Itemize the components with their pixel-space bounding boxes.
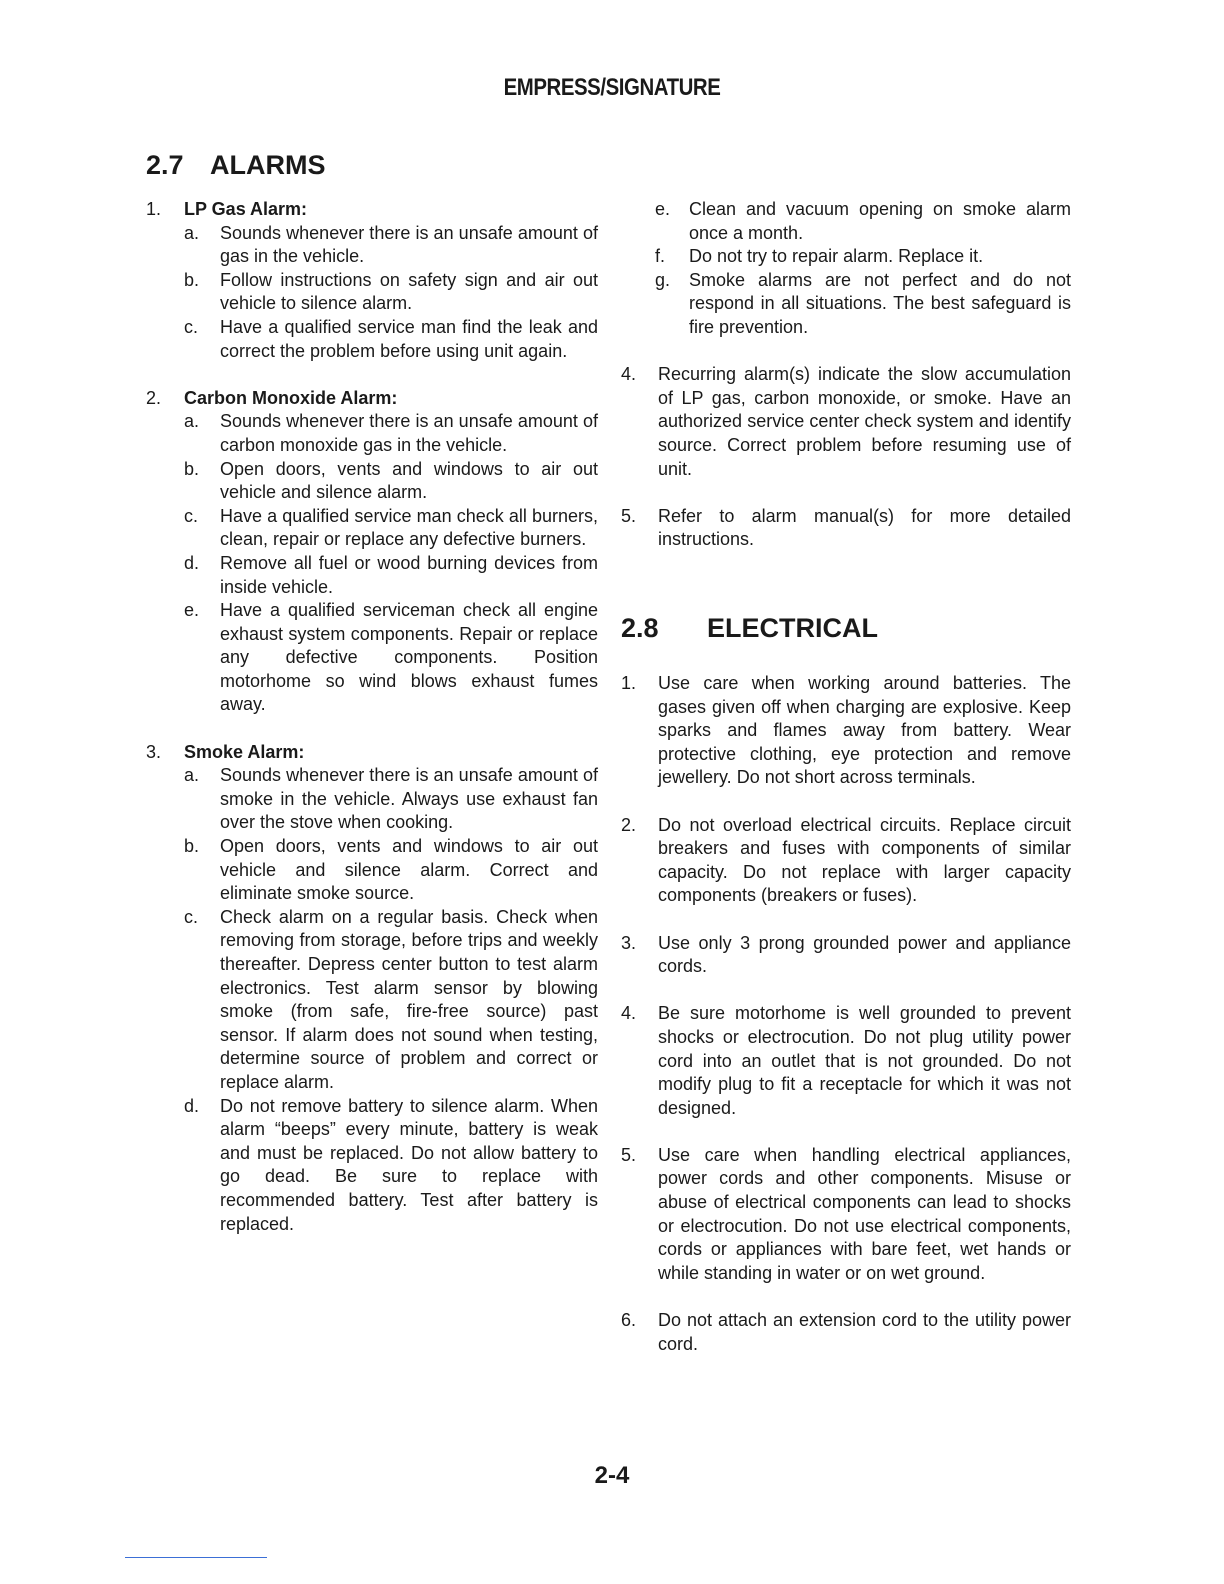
item-text: Do not attach an extension cord to the utility power cord.	[658, 1310, 1071, 1354]
list-item	[146, 387, 598, 717]
sub-marker: e.	[184, 600, 200, 621]
sub-text: Smoke alarms are not perfect and do not respond in all situations. The best safeguard is fire prevention.	[689, 269, 1071, 337]
sub-text: Have a qualified service man check all burners, clean, repair or replace any defective burners.	[220, 505, 598, 550]
sub-item	[184, 505, 598, 552]
item-marker: 3.	[621, 932, 637, 953]
item-text: Use care when handling electrical appliances, power cords and other components. Misuse or abuse of electrical components can lead to shocks or electrocution. Do not use electrical components, cords or appliances with bare feet, wet hands or while standing in water or on wet ground.	[658, 1144, 1071, 1283]
sub-item	[184, 906, 598, 1095]
sub-text: Sounds whenever there is an unsafe amount of gas in the vehicle.	[220, 222, 598, 267]
item-text: Be sure motorhome is well grounded to prevent shocks or electrocution. Do not plug utility power cord into an outlet that is not grounded. Do not modify plug to fit a receptacle for which it was not designed.	[658, 1003, 1071, 1118]
item-marker: 4.	[621, 1003, 637, 1024]
sub-marker: a.	[184, 222, 200, 243]
sub-marker: c.	[184, 505, 199, 526]
item-text: Use only 3 prong grounded power and appliance cords.	[658, 932, 1071, 977]
sub-item	[621, 245, 1071, 269]
item-marker: 5.	[621, 1144, 637, 1165]
page-number: 2-4	[594, 1462, 630, 1489]
item-marker: 6.	[621, 1310, 637, 1331]
item-text: Recurring alarm(s) indicate the slow accumulation of LP gas, carbon monoxide, or smoke. Have an authorized service center check system and identify source. Correct problem before resuming use of unit.	[658, 364, 1071, 479]
list-item	[621, 814, 1071, 908]
sub-marker: a.	[184, 765, 200, 786]
sub-item	[184, 458, 598, 505]
sub-text: Have a qualified serviceman check all engine exhaust system components. Repair or replace any defective components. Position motorhome so wind blows exhaust fumes away.	[220, 600, 598, 715]
sub-marker: b.	[184, 836, 200, 857]
sub-marker: d.	[184, 552, 200, 573]
sub-marker: c.	[184, 906, 199, 927]
item-text: Do not overload electrical circuits. Replace circuit breakers and fuses with components of similar capacity. Do not replace with larger capacity components (breakers or fuses).	[658, 814, 1071, 906]
section-title-electrical	[621, 613, 878, 644]
sub-marker: c.	[184, 316, 199, 337]
sub-item	[184, 269, 598, 316]
sub-item	[184, 410, 598, 457]
list-item	[621, 672, 1071, 790]
item-marker: 2.	[621, 814, 637, 835]
list-item	[621, 505, 1071, 552]
list-item	[621, 1144, 1071, 1286]
list-item	[146, 741, 598, 1236]
sub-item	[184, 316, 598, 363]
sub-marker: b.	[184, 269, 200, 290]
item-title: LP Gas Alarm:	[184, 199, 308, 219]
sub-text: Check alarm on a regular basis. Check when removing from storage, before trips and weekly thereafter. Depress center button to test alarm electronics. Test alarm sensor by blowing smoke (from safe, fire-free source) past sensor. If alarm does not sound when testing, determine source of problem and correct or replace alarm.	[220, 906, 598, 1092]
sub-item	[184, 1095, 598, 1237]
sub-item	[184, 552, 598, 599]
item-text: Use care when working around batteries. The gases given off when charging are explosive. Keep sparks and flames away from battery. Wear protective clothing, eye protection and remove jewellery. Do not short across terminals.	[658, 673, 1071, 788]
item-marker: 3.	[146, 741, 162, 762]
section-title-text: ALARMS	[210, 150, 326, 180]
item-marker: 5.	[621, 505, 637, 526]
list-item	[146, 198, 598, 363]
sub-marker: g.	[655, 269, 671, 290]
sub-text: Have a qualified service man find the leak and correct the problem before using unit again.	[220, 316, 598, 361]
section-title-alarms	[146, 150, 326, 181]
footer-rule	[125, 1557, 267, 1558]
sub-item	[184, 599, 598, 717]
item-title: Smoke Alarm:	[184, 741, 305, 762]
sub-text: Follow instructions on safety sign and air out vehicle to silence alarm.	[220, 269, 598, 314]
list-item	[621, 1002, 1071, 1120]
item-marker: 1.	[621, 673, 637, 693]
section-title-text: ELECTRICAL	[707, 613, 878, 643]
sub-item	[621, 269, 1071, 340]
right-column-alarms	[621, 198, 1071, 552]
sub-item	[184, 835, 598, 906]
sub-marker: e.	[655, 199, 671, 219]
list-item	[621, 1309, 1071, 1356]
sub-marker: d.	[184, 1095, 200, 1116]
sub-text: Remove all fuel or wood burning devices from inside vehicle.	[220, 552, 598, 597]
item-marker: 4.	[621, 364, 637, 385]
list-item	[621, 932, 1071, 979]
sub-item	[621, 198, 1071, 245]
sub-marker: b.	[184, 458, 200, 479]
sub-text: Clean and vacuum opening on smoke alarm once a month.	[689, 199, 1071, 243]
item-marker: 1.	[146, 199, 162, 219]
right-column-electrical	[621, 672, 1071, 1356]
sub-item	[184, 764, 598, 835]
sub-text: Open doors, vents and windows to air out vehicle and silence alarm. Correct and eliminate smoke source.	[220, 836, 598, 904]
left-column	[146, 198, 598, 1236]
sub-marker: a.	[184, 411, 200, 432]
sub-text: Sounds whenever there is an unsafe amount of smoke in the vehicle. Always use exhaust fan over the stove when cooking.	[220, 765, 598, 833]
item-marker: 2.	[146, 387, 162, 408]
list-item	[621, 363, 1071, 481]
item-text: Refer to alarm manual(s) for more detailed instructions.	[658, 505, 1071, 550]
sub-text: Open doors, vents and windows to air out vehicle and silence alarm.	[220, 458, 598, 503]
sub-item	[184, 222, 598, 269]
section-number: 2.8	[621, 613, 659, 643]
sub-marker: f.	[655, 246, 666, 267]
section-number: 2.7	[146, 150, 184, 180]
sub-text: Do not remove battery to silence alarm. When alarm “beeps” every minute, battery is weak and must be replaced. Do not allow battery to go dead. Be sure to replace with recommended battery. Test after battery is replaced.	[220, 1095, 598, 1234]
sub-text: Do not try to repair alarm. Replace it.	[689, 246, 984, 267]
item-title: Carbon Monoxide Alarm:	[184, 387, 398, 408]
page-header: EMPRESS/SIGNATURE	[503, 74, 721, 101]
sub-text: Sounds whenever there is an unsafe amount of carbon monoxide gas in the vehicle.	[220, 411, 598, 455]
